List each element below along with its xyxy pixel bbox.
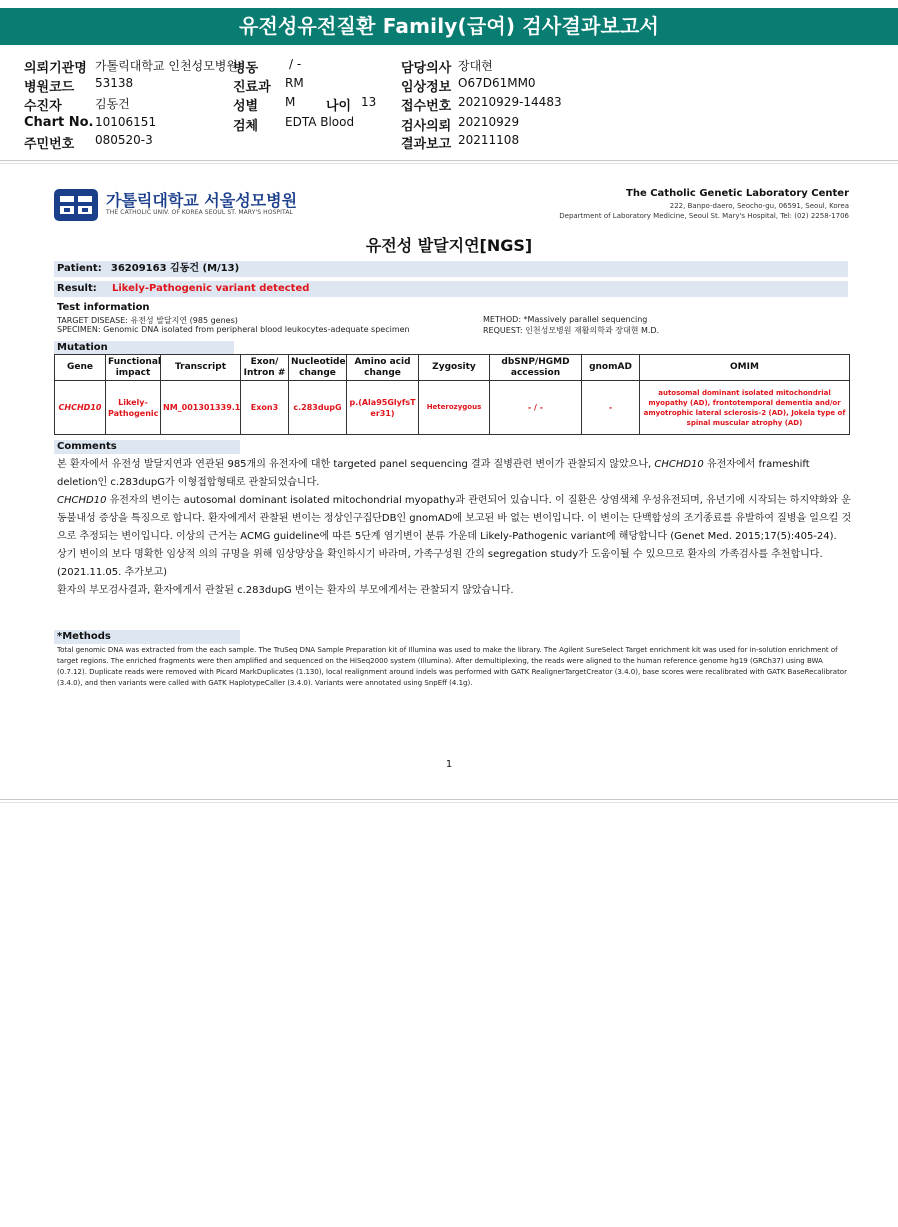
label-doctor: 담당의사 xyxy=(401,61,452,76)
methods-heading: *Methods xyxy=(54,630,240,644)
comment2-text-b: 유전자의 변이는 autosomal dominant isolated mitochondrial myopathy과 관련되어 있습니다. 이 질환은 상염색체 우성유전되며, 유년기에 시작되는 하지약화와 운동불내성 증상을 특징으로 합니다. 환자에게서 관찰된 변이는 정상인구집단DB인 gnomAD에 보고된 바 없는 변이입니다. 이 변이는 단백합성의 조기종료를 유발하여 질병을 일으킬 것으로 추정되는 변이입니다. 이상의 근거는 ACMG guideline에 따른 5단계 염기변이 분류 가운데 Likely-Pathogenic variant에 해당합니다 (Genet Med. 2015;17(5):405-24). xyxy=(57,495,852,542)
comment-paragraph-5: 환자의 부모검사결과, 환자에게서 관찰된 c.283dupG 변이는 환자의 부모에게서는 관찰되지 않았습니다. xyxy=(57,585,514,596)
mutation-table xyxy=(54,354,850,435)
label-hospital-code: 병원코드 xyxy=(24,80,75,95)
value-request-date: 20210929 xyxy=(458,115,520,129)
label-clinical-info: 임상정보 xyxy=(401,80,452,95)
cell-nucleotide: c.283dupG xyxy=(289,381,347,435)
methods-text: Total genomic DNA was extracted from the each sample. The TruSeq DNA Sample Preparation kit of Illumina was used to make the library. The Agilent SureSelect Target enrichment kit was used for in-solution enrichment of target regions. The enriched fragments were then amplified and sequenced on the HiSeq2000 system (Illumina). After demultiplexing, the reads were aligned to the human reference genome hg19 (GRCh37) using BWA (0.7.12). Duplicate reads were removed with Picard MarkDuplicates (1.130), local realignment around indels was performed with GATK RealignerTargetCreator (3.4.0), base scores were recalibrated with GATK BaseRecalibrator (3.4.0), and then variants were called with GATK HaplotypeCaller (3.4.0). Variants were annotated using SnpEff (4.1g). xyxy=(57,646,847,687)
col-transcript: Transcript xyxy=(161,355,241,381)
table-row xyxy=(55,381,850,435)
cell-gnomad: - xyxy=(582,381,640,435)
col-nucleotide-change: Nucleotide change xyxy=(289,355,347,381)
header-row-2 xyxy=(0,76,898,94)
label-department: 진료과 xyxy=(233,80,271,95)
lab-center-address: 222, Banpo-daero, Seocho-gu, 06591, Seoul, Korea xyxy=(669,202,849,210)
value-specimen: EDTA Blood xyxy=(285,115,355,129)
col-functional-impact: Functional impact xyxy=(106,355,161,381)
header-row-1 xyxy=(0,57,898,75)
cell-transcript: NM_001301339.1 xyxy=(161,381,241,435)
label-patient: 수진자 xyxy=(24,99,62,114)
col-amino-acid-change: Amino acid change xyxy=(347,355,419,381)
result-label: Result: xyxy=(57,283,97,294)
comment-paragraph-3: 상기 변이의 보다 명확한 임상적 의의 규명을 위해 임상양상을 확인하시기 바라며, 가족구성원 간의 segregation study가 도움이될 수 있으므로 환자의 가족검사를 추천합니다. xyxy=(57,549,823,560)
value-chart-no: 10106151 xyxy=(95,115,157,129)
col-omim: OMIM xyxy=(640,355,850,381)
label-sex: 성별 xyxy=(233,99,259,114)
lab-center-name: The Catholic Genetic Laboratory Center xyxy=(626,188,849,199)
cell-exon: Exon3 xyxy=(241,381,289,435)
cell-dbsnp: - / - xyxy=(490,381,582,435)
request-info: REQUEST: 인천성모병원 재활의학과 장대현 M.D. xyxy=(483,326,660,335)
value-sex: M xyxy=(285,95,296,109)
header-row-3 xyxy=(0,95,898,113)
report-banner-title: 유전성유전질환 Family(급여) 검사결과보고서 xyxy=(0,8,898,45)
comment1-gene: CHCHD10 xyxy=(654,459,704,470)
cell-gene: CHCHD10 xyxy=(55,381,106,435)
comment-paragraph-4: (2021.11.05. 추가보고) xyxy=(57,567,168,578)
label-receipt-number: 접수번호 xyxy=(401,99,452,114)
col-gene: Gene xyxy=(55,355,106,381)
footer-divider-shadow xyxy=(0,802,898,803)
value-hospital-code: 53138 xyxy=(95,76,134,90)
header-divider xyxy=(0,160,898,161)
value-report-date: 20211108 xyxy=(458,133,520,147)
label-specimen: 검체 xyxy=(233,119,259,134)
header-row-4 xyxy=(0,115,898,133)
patient-bar xyxy=(54,261,848,277)
patient-value: 36209163 김동건 (M/13) xyxy=(110,263,240,274)
col-zygosity: Zygosity xyxy=(419,355,490,381)
cell-zygosity: Heterozygous xyxy=(419,381,490,435)
hospital-logo-icon xyxy=(54,189,98,221)
label-age: 나이 xyxy=(326,99,352,114)
value-receipt-number: 20210929-14483 xyxy=(458,95,562,109)
value-ward: / - xyxy=(289,57,302,71)
mutation-header-row xyxy=(55,355,850,381)
comments-body xyxy=(57,456,852,600)
mutation-heading: Mutation xyxy=(54,341,234,355)
patient-label: Patient: xyxy=(57,263,102,274)
comment2-gene: CHCHD10 xyxy=(57,495,107,506)
value-age: 13 xyxy=(361,95,377,109)
comment-paragraph-2 xyxy=(57,492,852,546)
page-number: 1 xyxy=(445,759,453,770)
result-value: Likely-Pathogenic variant detected xyxy=(111,283,310,294)
value-doctor: 장대현 xyxy=(458,59,493,73)
comment1-text-b: 유전자에서 frameshift deletion인 c.283dupG가 이형접합형태로 관찰되었습니다. xyxy=(57,459,810,488)
comment1-text-a: 본 환자에서 유전성 발달지연과 연관된 985개의 유전자에 대한 targeted panel sequencing 결과 질병관련 변이가 관찰되지 않았으나, xyxy=(57,459,655,470)
hospital-name-korean: 가톨릭대학교 서울성모병원 xyxy=(106,191,298,210)
hospital-name-english: THE CATHOLIC UNIV. OF KOREA SEOUL ST. MARY'S HOSPITAL xyxy=(106,209,294,216)
label-ward: 병동 xyxy=(233,61,259,76)
comments-heading: Comments xyxy=(54,440,240,454)
comment-paragraph-1 xyxy=(57,456,852,492)
label-chart-no: Chart No. xyxy=(24,115,94,130)
value-resident-number: 080520-3 xyxy=(95,133,153,147)
cell-omim: autosomal dominant isolated mitochondrial myopathy (AD), frontotemporal dementia and/or amyotrophic lateral sclerosis-2 (AD), Jokela type of spinal muscular atrophy (AD) xyxy=(640,381,850,435)
report-title: 유전성 발달지연[NGS] xyxy=(365,236,533,255)
label-resident-number: 주민번호 xyxy=(24,137,75,152)
value-patient: 김동건 xyxy=(95,97,130,111)
test-info-heading: Test information xyxy=(57,302,150,313)
target-disease: TARGET DISEASE: 유전성 발달지연 (985 genes) xyxy=(57,316,238,325)
header-row-5 xyxy=(0,133,898,151)
col-dbsnp-hgmd: dbSNP/HGMD accession xyxy=(490,355,582,381)
col-gnomad: gnomAD xyxy=(582,355,640,381)
result-bar xyxy=(54,281,848,297)
cell-amino-acid: p.(Ala95GlyfsTer31) xyxy=(347,381,419,435)
value-clinical-info: O67D61MM0 xyxy=(458,76,536,90)
col-exon-intron: Exon/ Intron # xyxy=(241,355,289,381)
cell-impact: Likely-Pathogenic xyxy=(106,381,161,435)
value-requesting-institution: 가톨릭대학교 인천성모병원 xyxy=(95,59,238,73)
footer-divider xyxy=(0,799,898,800)
label-request-date: 검사의뢰 xyxy=(401,119,452,134)
label-report-date: 결과보고 xyxy=(401,137,452,152)
specimen-info: SPECIMEN: Genomic DNA isolated from peripheral blood leukocytes-adequate specimen xyxy=(57,325,410,334)
request-info-header xyxy=(0,52,898,152)
method-info: METHOD: *Massively parallel sequencing xyxy=(483,315,648,324)
label-requesting-institution: 의뢰기관명 xyxy=(24,61,87,76)
lab-center-department: Department of Laboratory Medicine, Seoul St. Mary's Hospital, Tel: (02) 2258-1706 xyxy=(559,212,849,220)
value-department: RM xyxy=(285,76,304,90)
